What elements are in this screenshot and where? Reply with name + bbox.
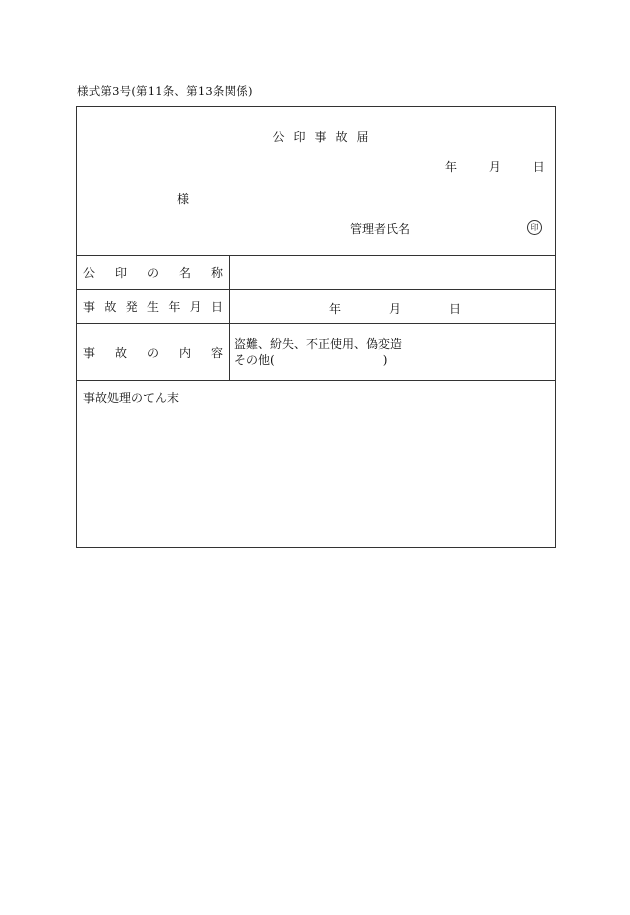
- incident-types: 盗難、紛失、不正使用、偽変造: [234, 337, 403, 351]
- incident-day-label: 日: [449, 302, 462, 316]
- column-divider: [229, 255, 230, 380]
- label-char: 月: [189, 300, 202, 314]
- incident-content-field[interactable]: [234, 336, 402, 368]
- label-char: 発: [125, 300, 138, 314]
- label-char: 故: [114, 345, 127, 360]
- incident-date-label: [83, 290, 223, 323]
- manager-name-label: 管理者氏名: [350, 222, 411, 236]
- date-year-label: 年: [445, 160, 458, 174]
- incident-other: [234, 352, 402, 368]
- label-char: 称: [210, 266, 223, 280]
- label-char: の: [146, 266, 159, 280]
- label-char: 容: [210, 345, 223, 360]
- incident-year-label: 年: [329, 302, 342, 316]
- handling-details-label: 事故処理のてん末: [83, 391, 180, 405]
- document-title: 公印事故届: [272, 130, 378, 144]
- other-close: ): [382, 353, 388, 367]
- label-char: 内: [178, 345, 191, 360]
- label-char: 生: [146, 300, 159, 314]
- date-day-label: 日: [532, 160, 545, 174]
- submission-date[interactable]: [445, 158, 545, 175]
- divider: [77, 380, 555, 381]
- label-char: 故: [104, 300, 117, 314]
- label-char: 公: [83, 266, 96, 280]
- other-open: その他(: [234, 353, 275, 367]
- seal-name-field[interactable]: [233, 265, 543, 283]
- label-char: 名: [178, 266, 191, 280]
- label-char: の: [146, 345, 159, 360]
- form-header: [77, 107, 555, 255]
- label-char: 事: [83, 300, 96, 314]
- label-char: 日: [210, 300, 223, 314]
- label-char: 印: [114, 266, 127, 280]
- seal-name-label: [83, 256, 223, 289]
- incident-content-label: [83, 324, 223, 380]
- form-number: 様式第3号(第11条、第13条関係): [77, 84, 253, 98]
- seal-mark-icon: 印: [527, 220, 542, 235]
- label-char: 事: [83, 345, 96, 360]
- handling-details-field[interactable]: [77, 407, 555, 547]
- recipient-suffix: 様: [177, 192, 190, 206]
- date-month-label: 月: [488, 160, 501, 174]
- incident-month-label: 月: [389, 302, 402, 316]
- form-frame: [76, 106, 556, 548]
- label-char: 年: [168, 300, 181, 314]
